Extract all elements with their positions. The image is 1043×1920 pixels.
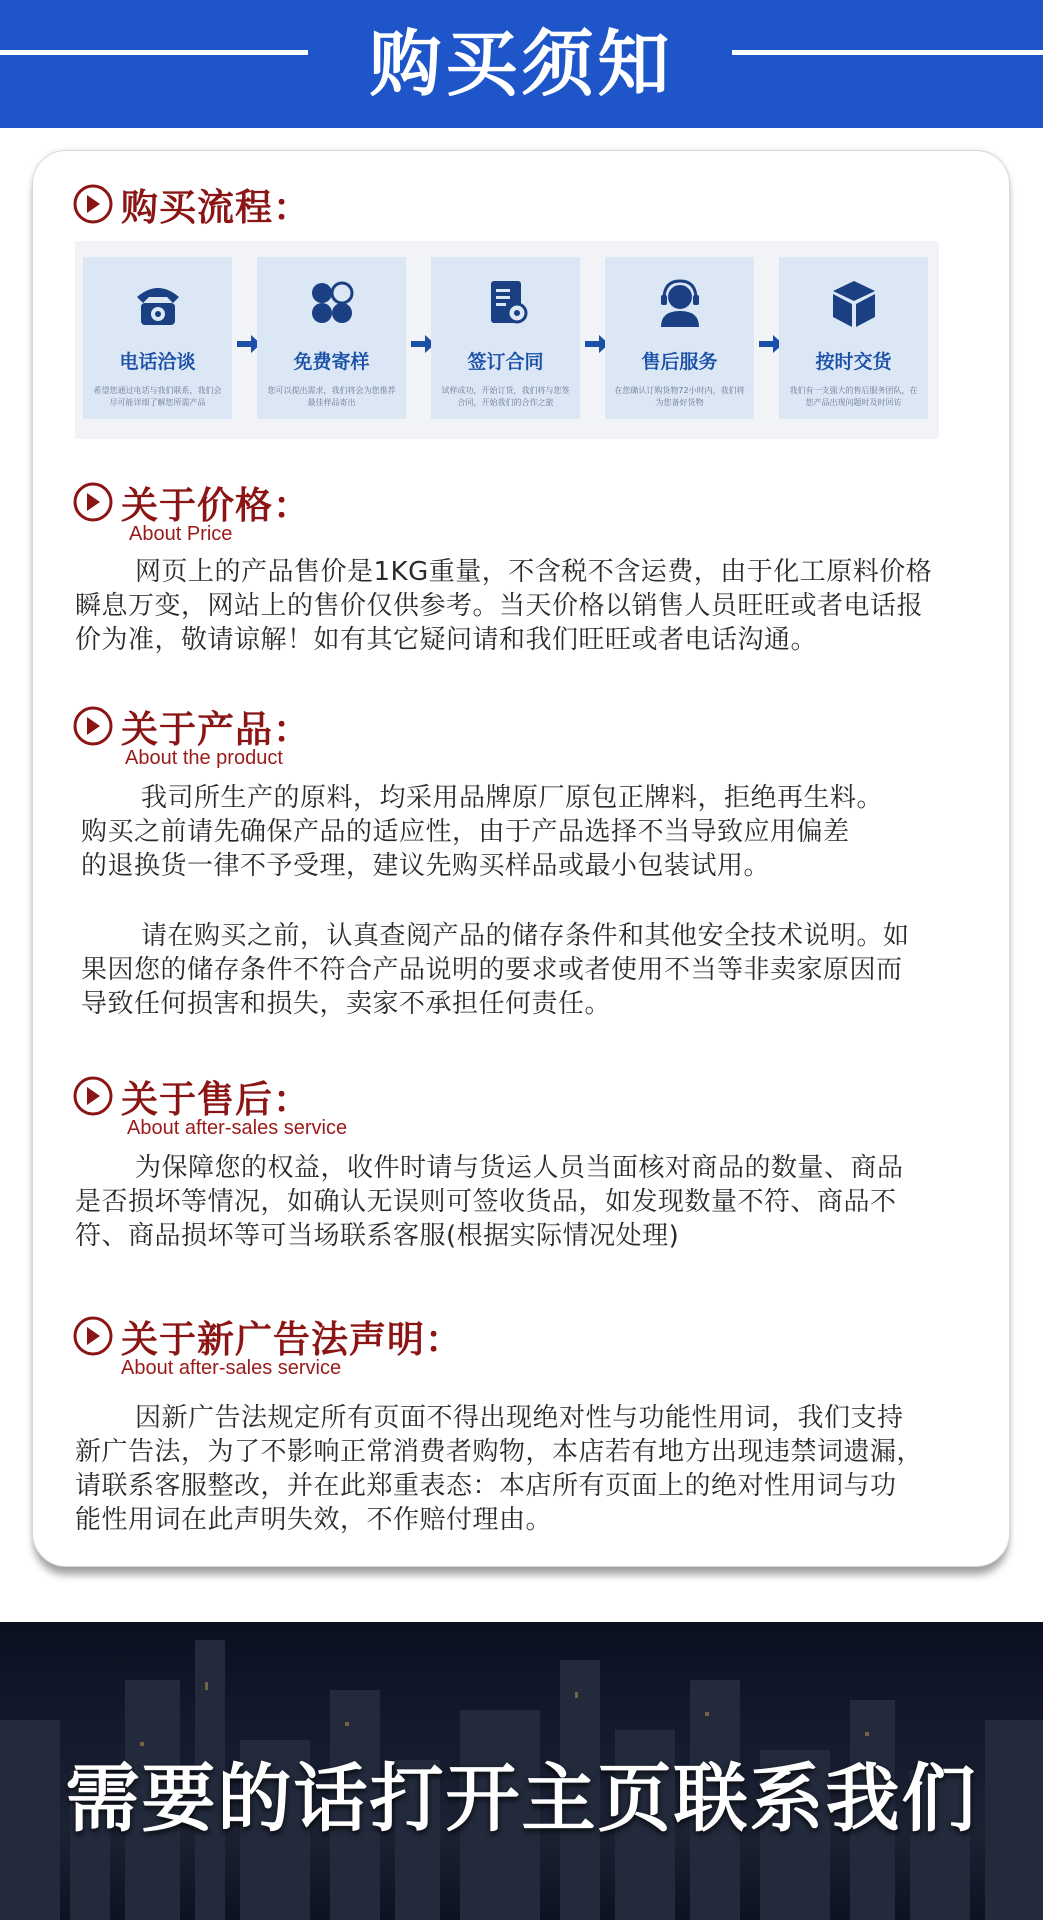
- text-line: 是否损坏等情况，如确认无误则可签收货品，如发现数量不符、商品不: [75, 1187, 897, 1217]
- process-step: [431, 257, 580, 419]
- text-line: 新广告法，为了不影响正常消费者购物，本店若有地方出现违禁词遗漏，: [75, 1437, 924, 1467]
- aftersales-text: [75, 1151, 995, 1253]
- product-title: 关于产品：: [121, 708, 311, 751]
- text-line: 我司所生产的原料，均采用品牌原厂原包正牌料，拒绝再生料。: [141, 783, 884, 813]
- page-title: 购买须知: [369, 22, 674, 106]
- process-step: [83, 257, 232, 419]
- adlaw-text: [75, 1401, 995, 1537]
- step-label: 按时交货: [815, 351, 892, 373]
- window-light: [705, 1712, 709, 1716]
- process-heading: [73, 177, 311, 231]
- step-description: 您可以提出需求，我们将会为您推荐最佳样品寄出: [267, 386, 396, 407]
- text-line: 符、商品损坏等可当场联系客服(根据实际情况处理): [75, 1221, 680, 1251]
- aftersales-title: 关于售后：: [121, 1078, 311, 1121]
- adlaw-title: 关于新广告法声明：: [121, 1318, 463, 1361]
- step-description: 希望您通过电话与我们联系，我们会尽可能详细了解您所需产品: [93, 386, 222, 407]
- product-text-2: [81, 919, 991, 1021]
- box-icon: [829, 277, 879, 331]
- support-icon: [655, 277, 705, 331]
- price-subtitle: About Price: [129, 523, 233, 545]
- text-line: 导致任何损害和损失，卖家不承担任何责任。: [81, 989, 612, 1019]
- text-line: 为保障您的权益，收件时请与货运人员当面核对商品的数量、商品: [135, 1153, 904, 1183]
- process-step: [779, 257, 928, 419]
- step-label: 签订合同: [467, 351, 544, 373]
- window-light: [575, 1692, 578, 1698]
- aftersales-subtitle: About after-sales service: [127, 1117, 348, 1139]
- product-heading: [73, 699, 311, 753]
- text-line: 瞬息万变，网站上的售价仅供参考。当天价格以销售人员旺旺或者电话报: [75, 591, 924, 621]
- text-line: 请联系客服整改，并在此郑重表态：本店所有页面上的绝对性用词与功: [75, 1471, 897, 1501]
- chevron-circle-icon: [73, 1076, 113, 1116]
- step-label: 免费寄样: [293, 351, 370, 373]
- aftersales-heading: [73, 1069, 311, 1123]
- process-flow: [75, 241, 939, 439]
- product-text-1: [81, 781, 991, 883]
- step-description: 在您确认订购货物72小时内，我们将为您备好货物: [614, 386, 745, 407]
- notice-card: [32, 150, 1010, 1567]
- contact-cta-text: 需要的话打开主页联系我们: [65, 1756, 978, 1842]
- header-banner: [0, 0, 1043, 128]
- text-line: 果因您的储存条件不符合产品说明的要求或者使用不当等非卖家原因而: [81, 955, 903, 985]
- text-line: 能性用词在此声明失效，不作赔付理由。: [75, 1505, 553, 1535]
- text-line: 请在购买之前，认真查阅产品的储存条件和其他安全技术说明。如: [141, 921, 910, 951]
- window-light: [865, 1732, 869, 1736]
- process-step: [605, 257, 754, 419]
- step-description: 我们有一支强大的售后服务团队，在您产品出现问题时及时回访: [789, 386, 918, 407]
- header-divider-right: [732, 50, 1043, 55]
- chevron-circle-icon: [73, 706, 113, 746]
- price-title: 关于价格：: [121, 484, 311, 527]
- contract-icon: [481, 277, 531, 331]
- price-text: [75, 555, 995, 657]
- text-line: 价为准，敬请谅解！如有其它疑问请和我们旺旺或者电话沟通。: [75, 625, 818, 655]
- chevron-circle-icon: [73, 482, 113, 522]
- process-step: [257, 257, 406, 419]
- text-line: 购买之前请先确保产品的适应性，由于产品选择不当导致应用偏差: [81, 817, 850, 847]
- chevron-circle-icon: [73, 184, 113, 224]
- price-heading: [73, 475, 311, 529]
- step-description: 试样成功，开始订货，我们将与您签合同，开始我们的合作之旅: [441, 386, 570, 407]
- window-light: [345, 1722, 349, 1726]
- text-line: 网页上的产品售价是1KG重量，不含税不含运费，由于化工原料价格: [135, 557, 933, 587]
- phone-icon: [133, 277, 183, 331]
- step-label: 电话洽谈: [119, 351, 196, 373]
- product-subtitle: About the product: [125, 747, 283, 769]
- text-line: 因新广告法规定所有页面不得出现绝对性与功能性用词，我们支持: [135, 1403, 904, 1433]
- clover-icon: [307, 277, 357, 331]
- adlaw-heading: [73, 1309, 463, 1363]
- step-label: 售后服务: [641, 351, 718, 373]
- chevron-circle-icon: [73, 1316, 113, 1356]
- contact-banner: [0, 1622, 1043, 1920]
- adlaw-subtitle: About after-sales service: [121, 1357, 342, 1379]
- text-line: 的退换货一律不予受理，建议先购买样品或最小包装试用。: [81, 851, 771, 881]
- header-divider-left: [0, 50, 308, 55]
- window-light: [205, 1682, 208, 1690]
- process-title: 购买流程：: [121, 186, 311, 229]
